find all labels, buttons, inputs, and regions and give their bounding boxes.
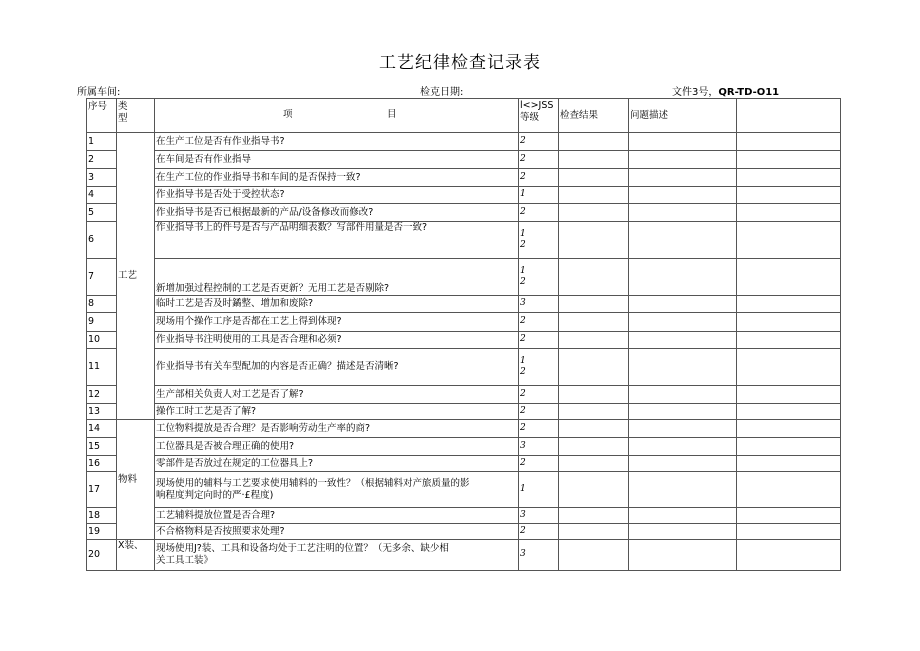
description-cell[interactable] <box>629 540 737 571</box>
extra-cell <box>737 438 841 456</box>
row-grade <box>519 222 559 259</box>
table-row <box>87 540 841 571</box>
page-title: 工艺纪律检查记录表 <box>379 53 541 73</box>
row-item: 作业指导书注明使用的工具是否合理和必须? <box>155 332 519 349</box>
extra-cell <box>737 508 841 524</box>
row-number: 17 <box>87 472 117 508</box>
grade-line: 1 <box>520 265 526 276</box>
row-grade: 2 <box>519 524 559 540</box>
result-cell[interactable] <box>559 259 629 296</box>
row-item: 在车间是否有作业指导 <box>155 151 519 169</box>
column-grade: l<>JSS等级 <box>519 99 559 133</box>
row-number: 6 <box>87 222 117 259</box>
extra-cell <box>737 313 841 332</box>
description-cell[interactable] <box>629 259 737 296</box>
result-cell[interactable] <box>559 222 629 259</box>
row-grade: 2 <box>519 133 559 151</box>
row-item-line: 关工具工装》 <box>156 555 214 566</box>
table-row <box>87 169 841 187</box>
extra-cell <box>737 349 841 386</box>
extra-cell <box>737 540 841 571</box>
row-item: 工艺辅料提放位置是否合理? <box>155 508 519 524</box>
extra-cell <box>737 133 841 151</box>
row-grade <box>519 349 559 386</box>
row-grade: 2 <box>519 332 559 349</box>
row-item-line: 现场使用J?装、工具和设备均处于工艺注明的位置？（无多余、缺少相 <box>156 543 449 555</box>
column-extra <box>737 99 841 133</box>
column-type-line1: 类 <box>118 101 128 112</box>
row-number: 8 <box>87 296 117 313</box>
table-row <box>87 349 841 386</box>
description-cell[interactable] <box>629 508 737 524</box>
description-cell[interactable] <box>629 456 737 472</box>
row-grade: 1 <box>519 472 559 508</box>
extra-cell <box>737 456 841 472</box>
grade-line: 2 <box>520 240 526 250</box>
table-row <box>87 420 841 438</box>
row-item: 在生产工位的作业指导书和车间的是否保持一致? <box>155 169 519 187</box>
row-grade: 2 <box>519 404 559 420</box>
column-result: 检查结果 <box>559 99 629 133</box>
row-grade: 2 <box>519 151 559 169</box>
row-item <box>155 540 519 571</box>
table-row <box>87 508 841 524</box>
result-cell[interactable] <box>559 151 629 169</box>
column-item <box>155 99 519 133</box>
category-tooling: X装、 <box>117 540 155 571</box>
row-number: 15 <box>87 438 117 456</box>
description-cell[interactable] <box>629 332 737 349</box>
row-item: 生产部相关负责人对工艺是否了解? <box>155 386 519 404</box>
row-number: 11 <box>87 349 117 386</box>
description-cell[interactable] <box>629 204 737 222</box>
description-cell[interactable] <box>629 169 737 187</box>
table-row <box>87 456 841 472</box>
row-number: 18 <box>87 508 117 524</box>
row-item: 操作工时工艺是否了解? <box>155 404 519 420</box>
table-row <box>87 133 841 151</box>
category-process: 工艺 <box>117 133 155 420</box>
extra-cell <box>737 222 841 259</box>
description-cell[interactable] <box>629 222 737 259</box>
description-cell[interactable] <box>629 151 737 169</box>
result-cell[interactable] <box>559 386 629 404</box>
row-number: 14 <box>87 420 117 438</box>
workshop-label: 所属车间: <box>77 87 121 98</box>
row-grade: 3 <box>519 296 559 313</box>
row-number: 7 <box>87 259 117 296</box>
description-cell[interactable] <box>629 296 737 313</box>
row-number: 2 <box>87 151 117 169</box>
row-number: 10 <box>87 332 117 349</box>
extra-cell <box>737 524 841 540</box>
column-type-line2: 型 <box>118 112 128 124</box>
document-number <box>672 83 779 98</box>
column-no: 序号 <box>87 99 117 133</box>
row-number: 12 <box>87 386 117 404</box>
row-grade: 2 <box>519 456 559 472</box>
description-cell[interactable] <box>629 404 737 420</box>
table-row <box>87 259 841 296</box>
row-item: 作业指导书是否处于受控状态? <box>155 187 519 204</box>
row-item <box>155 472 519 508</box>
row-number: 20 <box>87 540 117 571</box>
table-row <box>87 332 841 349</box>
row-grade: 2 <box>519 420 559 438</box>
table-row <box>87 204 841 222</box>
row-grade: 2 <box>519 313 559 332</box>
result-cell[interactable] <box>559 438 629 456</box>
row-number: 3 <box>87 169 117 187</box>
table-row <box>87 313 841 332</box>
row-number: 13 <box>87 404 117 420</box>
row-grade <box>519 259 559 296</box>
result-cell[interactable] <box>559 169 629 187</box>
description-cell[interactable] <box>629 438 737 456</box>
result-cell[interactable] <box>559 508 629 524</box>
description-cell[interactable] <box>629 187 737 204</box>
extra-cell <box>737 187 841 204</box>
extra-cell <box>737 404 841 420</box>
result-cell[interactable] <box>559 404 629 420</box>
row-item: 工位器具是否被合理正确的使用? <box>155 438 519 456</box>
row-number: 5 <box>87 204 117 222</box>
row-grade: 3 <box>519 508 559 524</box>
table-row <box>87 472 841 508</box>
result-cell[interactable] <box>559 540 629 571</box>
row-number: 16 <box>87 456 117 472</box>
header-row <box>87 99 841 133</box>
description-cell[interactable] <box>629 313 737 332</box>
result-cell[interactable] <box>559 456 629 472</box>
table-row <box>87 524 841 540</box>
description-cell[interactable] <box>629 133 737 151</box>
grade-line: 1 <box>520 228 526 239</box>
document-prefix: 文件3号， <box>672 87 719 98</box>
column-item-word2: 目 <box>387 109 397 120</box>
row-number: 1 <box>87 133 117 151</box>
extra-cell <box>737 259 841 296</box>
row-item: 现场用个操作工序是否都在工艺上得到体现? <box>155 313 519 332</box>
result-cell[interactable] <box>559 420 629 438</box>
document-code: QR-TD-O11 <box>718 87 780 98</box>
grade-line: 2 <box>520 277 526 287</box>
extra-cell <box>737 151 841 169</box>
row-grade: 3 <box>519 438 559 456</box>
extra-cell <box>737 420 841 438</box>
row-item-line: 现场使用的辅料与工艺要求使用辅料的一致性？（根据辅料对产旅质量的影 <box>156 477 470 489</box>
extra-cell <box>737 332 841 349</box>
extra-cell <box>737 472 841 508</box>
description-cell[interactable] <box>629 420 737 438</box>
row-item-line: 响程度判定向时的严·£程度) <box>156 489 274 501</box>
row-item: 不合格物料是否按照要求处理? <box>155 524 519 540</box>
category-material: 物料 <box>117 420 155 540</box>
inspection-table <box>86 98 841 571</box>
row-item: 作业指导书是否已根据最新的产品/设备修改而修改? <box>155 204 519 222</box>
extra-cell <box>737 204 841 222</box>
result-cell[interactable] <box>559 332 629 349</box>
column-description: 问题描述 <box>629 99 737 133</box>
table-row <box>87 187 841 204</box>
extra-cell <box>737 169 841 187</box>
row-item: 在生产工位是否有作业指导书? <box>155 133 519 151</box>
result-cell[interactable] <box>559 524 629 540</box>
extra-cell <box>737 296 841 313</box>
row-item: 新增加强过程控制的工艺是否更新？无用工艺是否剔除? <box>155 259 519 296</box>
description-cell[interactable] <box>629 349 737 386</box>
result-cell[interactable] <box>559 204 629 222</box>
row-grade: 3 <box>519 540 559 571</box>
table-row <box>87 386 841 404</box>
table-row <box>87 151 841 169</box>
table-row <box>87 438 841 456</box>
result-cell[interactable] <box>559 133 629 151</box>
column-type <box>117 99 155 133</box>
table-row <box>87 222 841 259</box>
description-cell[interactable] <box>629 524 737 540</box>
row-number: 9 <box>87 313 117 332</box>
row-number: 19 <box>87 524 117 540</box>
result-cell[interactable] <box>559 313 629 332</box>
grade-line: 2 <box>520 367 526 377</box>
row-item: 作业指导书上的件号是否与产品明细表数？写部件用量是否一致? <box>155 222 519 259</box>
row-grade: 1 <box>519 187 559 204</box>
row-item: 工位物料提放是否合理？是否影响劳动生产率的商? <box>155 420 519 438</box>
description-cell[interactable] <box>629 472 737 508</box>
table-row <box>87 296 841 313</box>
result-cell[interactable] <box>559 187 629 204</box>
row-number: 4 <box>87 187 117 204</box>
result-cell[interactable] <box>559 349 629 386</box>
row-grade: 2 <box>519 386 559 404</box>
extra-cell <box>737 386 841 404</box>
table-row <box>87 404 841 420</box>
column-item-word1: 项 <box>283 109 293 120</box>
row-item: 零部件是否放过在规定的工位器具上? <box>155 456 519 472</box>
inspection-date-label: 检克日期: <box>420 87 464 98</box>
result-cell[interactable] <box>559 296 629 313</box>
description-cell[interactable] <box>629 386 737 404</box>
grade-line: 1 <box>520 355 526 366</box>
row-grade: 2 <box>519 169 559 187</box>
result-cell[interactable] <box>559 472 629 508</box>
row-grade: 2 <box>519 204 559 222</box>
row-item: 临时工艺是否及时鐍整、增加和废除? <box>155 296 519 313</box>
row-item: 作业指导书有关车型配加的内容是否正确？描述是否清晰? <box>155 349 519 386</box>
